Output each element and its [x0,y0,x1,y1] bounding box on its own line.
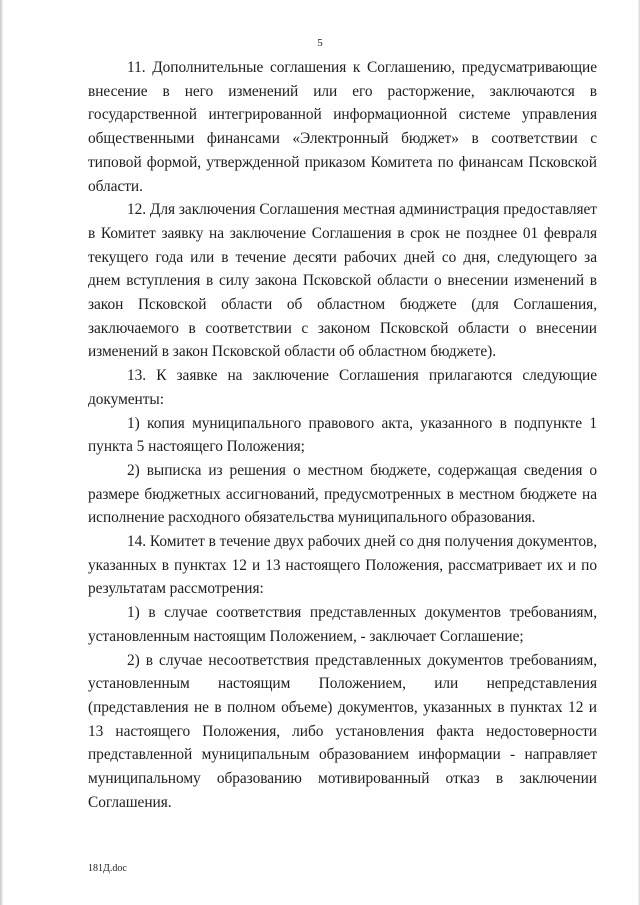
paragraph-14-item-2: 2) в случае несоответствия представленных документов требованиям, установленным настоящим Положением, или непредставления (представления не в полном объеме) документов, указанных в пунктах 12 и 13 настоящего Положения, либо установления факта недостоверности представленной муниципальным образованием информации - направляет муниципальному образованию мотивированный отказ в заключении Соглашения. [88,651,597,811]
paragraph-12: 12. Для заключения Соглашения местная администрация предоставляет в Комитет заявку на заключение Соглашения в срок не позднее 01 февраля текущего года или в течение десяти рабочих дней со дня, следующего за днем вступления в силу закона Псковской области о внесении изменений в закон Псковской области об областном бюджете (для Соглашения, заключаемого в соответствии с законом Псковской области о внесении изменений в закон Псковской области об областном бюджете). [88,201,597,361]
scan-left-edge [0,0,3,905]
paragraph-11: 11. Дополнительные соглашения к Соглашению, предусматривающие внесение в него изменений или его расторжение, заключаются в государственной интегрированной информационной системе управления общественными финансами «Электронный бюджет» в соответствии с типовой формой, утвержденной приказом Комитета по финансам Псковской области. [88,59,597,195]
document-body [88,56,597,815]
paragraph-13: 13. К заявке на заключение Соглашения прилагаются следующие документы: [88,367,597,408]
paragraph-13-item-2: 2) выписка из решения о местном бюджете, содержащая сведения о размере бюджетных ассигнований, предусмотренных в местном бюджете на исполнение расходного обязательства муниципального образования. [88,461,597,527]
paragraph-13-item-1: 1) копия муниципального правового акта, указанного в подпункте 1 пункта 5 настоящего Положения; [88,414,597,456]
paragraph-14: 14. Комитет в течение двух рабочих дней со дня получения документов, указанных в пунктах 12 и 13 настоящего Положения, рассматривает их и по результатам рассмотрения: [88,533,597,598]
file-name-footer: 181Д.doc [88,863,127,874]
paragraph-14-item-1: 1) в случае соответствия представленных документов требованиям, установленным настоящим Положением, - заключает Соглашение; [88,604,597,645]
page-number: 5 [317,37,323,49]
